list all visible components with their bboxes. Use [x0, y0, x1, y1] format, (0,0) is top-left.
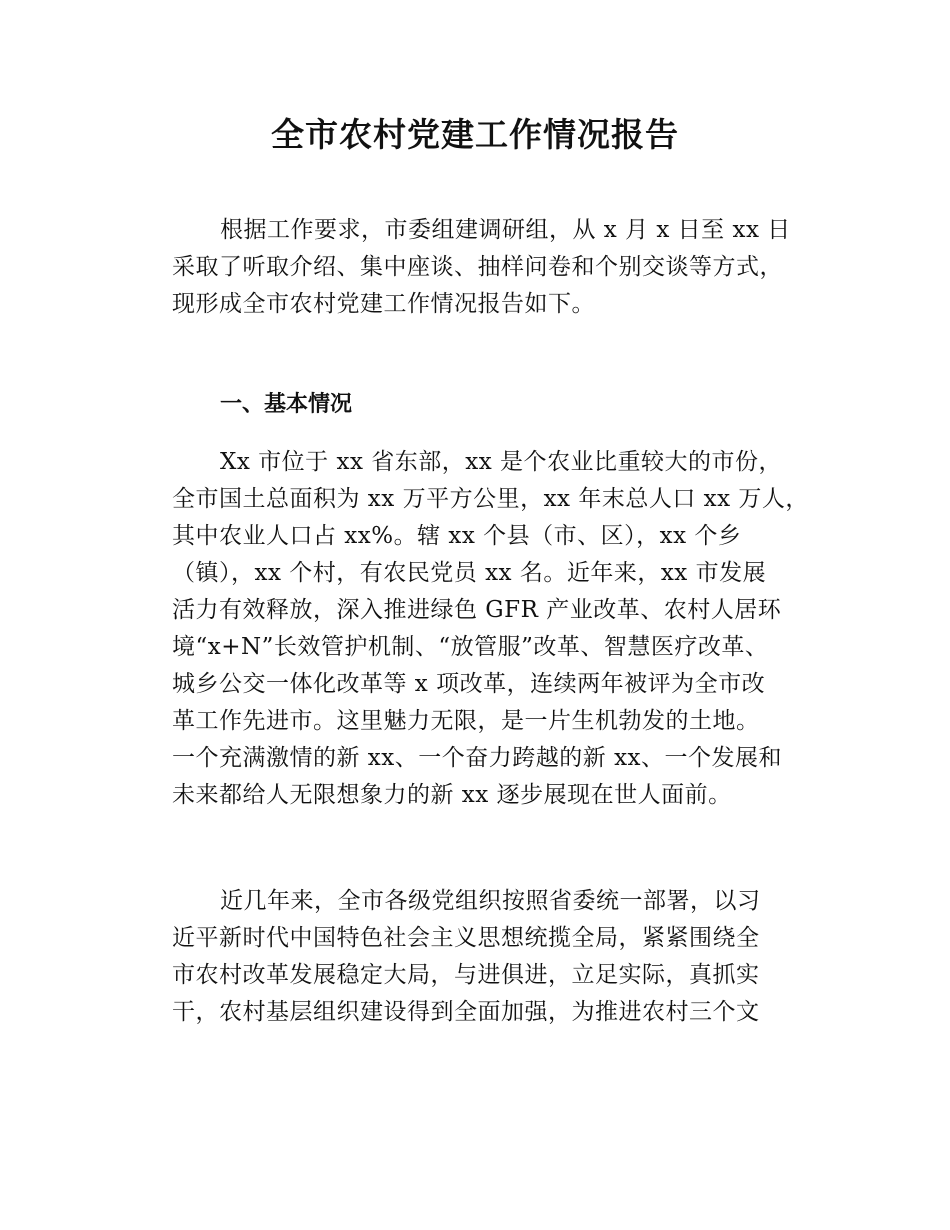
paragraph-line: 现形成全市农村党建工作情况报告如下。 [172, 291, 595, 317]
section-heading-block [172, 386, 832, 423]
paragraph-line: Xx 市位于 xx 省东部，xx 是个农业比重较大的市份， [220, 449, 782, 475]
paragraph-line: 近几年来，全市各级党组织按照省委统一部署，以习 [220, 888, 761, 914]
paragraph-line: 市农村改革发展稳定大局，与进俱进，立足实际，真抓实 [172, 962, 760, 988]
paragraph-line: 一个充满激情的新 xx、一个奋力跨越的新 xx、一个发展和 [172, 745, 783, 771]
paragraph-line: 干，农村基层组织建设得到全面加强，为推进农村三个文 [172, 999, 760, 1025]
recent-years-paragraph [172, 883, 832, 1031]
intro-paragraph [172, 212, 832, 323]
paragraph-line: 城乡公交一体化改革等 x 项改革，连续两年被评为全市改 [172, 671, 766, 697]
section-heading: 一、基本情况 [220, 392, 353, 417]
paragraph-line: 活力有效释放，深入推进绿色 GFR 产业改革、农村人居环 [172, 597, 782, 623]
paragraph-line: 根据工作要求，市委组建调研组，从 x 月 x 日至 xx 日 [220, 217, 791, 243]
paragraph-line: 未来都给人无限想象力的新 xx 逐步展现在世人面前。 [172, 782, 732, 808]
paragraph-line: （镇），xx 个村，有农民党员 xx 名。近年来，xx 市发展 [172, 560, 767, 586]
paragraph-line: 其中农业人口占 xx%。辖 xx 个县（市、区），xx 个乡 [172, 523, 742, 549]
paragraph-line: 近平新时代中国特色社会主义思想统揽全局，紧紧围绕全 [172, 925, 760, 951]
paragraph-line: 革工作先进市。这里魅力无限，是一片生机勃发的土地。 [172, 708, 760, 734]
basic-situation-paragraph [172, 444, 832, 814]
paragraph-line: 采取了听取介绍、集中座谈、抽样问卷和个别交谈等方式， [172, 254, 783, 280]
paragraph-line: 全市国土总面积为 xx 万平方公里，xx 年末总人口 xx 万人， [172, 486, 809, 512]
paragraph-line: 境“x+N”长效管护机制、“放管服”改革、智慧医疗改革、 [172, 634, 769, 660]
document-title: 全市农村党建工作情况报告 [271, 115, 679, 154]
